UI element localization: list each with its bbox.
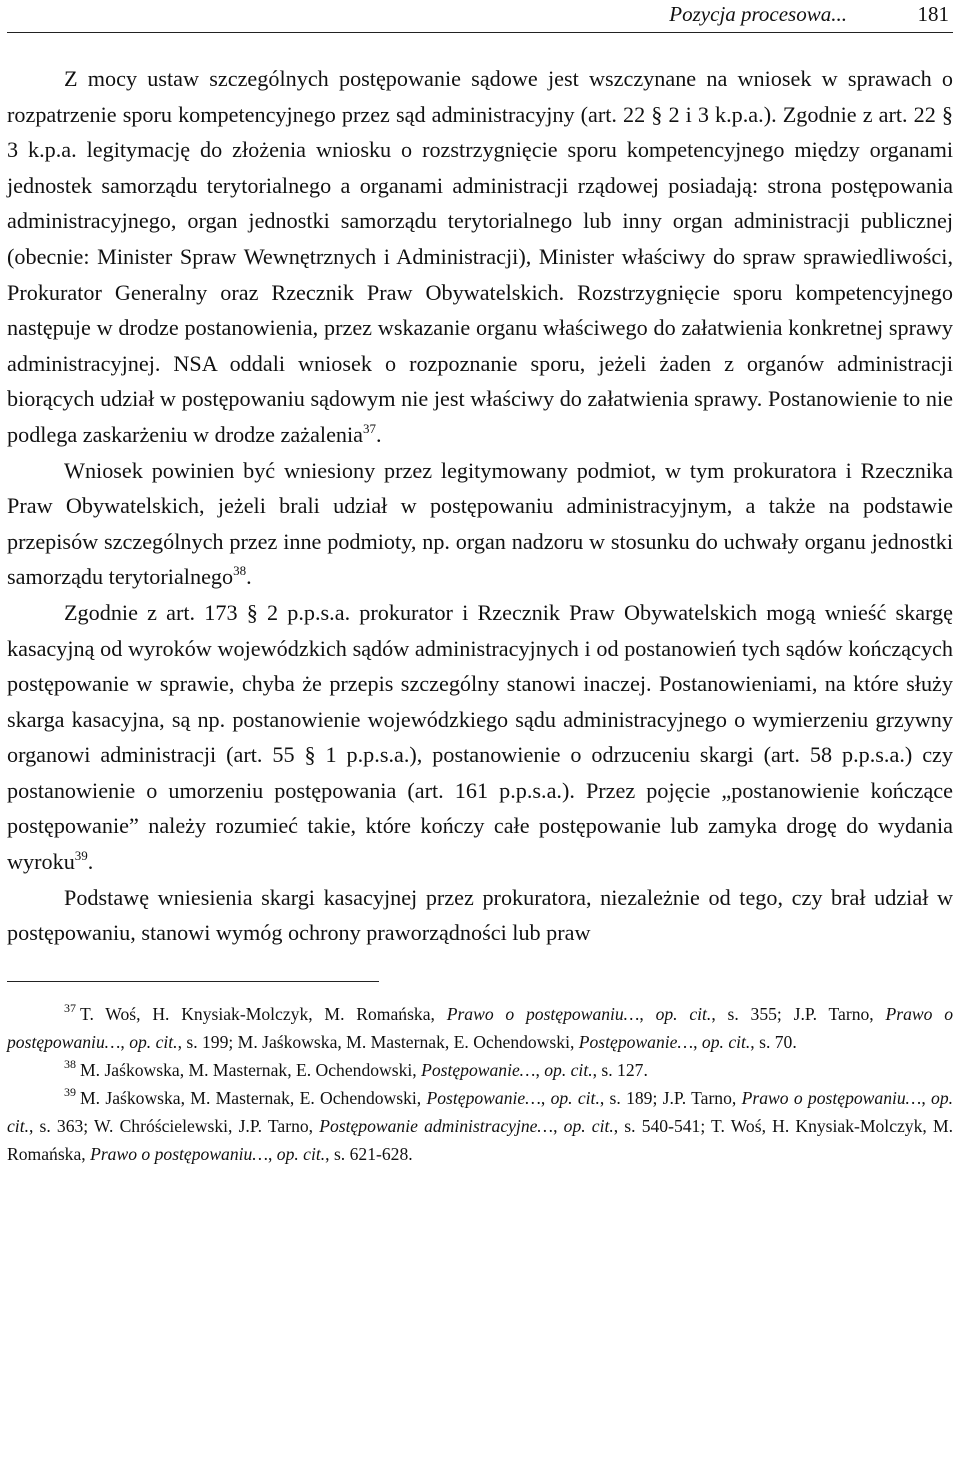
footnote [7,1000,953,1056]
footnote-text: , [693,1031,702,1052]
footnote-text: , [535,1059,545,1080]
footnote-text: , s. 540-541; T. Woś, H. Knysiak-Molczyk, M. Romańska, [7,1115,953,1164]
footnotes [7,1000,953,1168]
footnote-italic-text: Postępowanie… [578,1031,694,1052]
footnote-number: 37 [64,1000,76,1015]
paragraph-text: Wniosek powinien być wniesiony przez legitymowany podmiot, w tym prokuratora i Rzecznika Praw Obywatelskich, jeżeli brali udział w postępowaniu administracyjnym, a także na podstawie przepisów szczególnych przez inne podmioty, np. organ nadzoru w stosunku do uchwały organu jednostki samorządu terytorialnego [7,457,953,590]
footnote-separator [7,981,379,982]
paragraph [7,595,953,880]
running-title: Pozycja procesowa... [669,2,847,26]
paragraph [7,61,953,453]
footnote-text: M. Jaśkowska, M. Masternak, E. Ochendowski, [80,1059,422,1080]
footnote-italic-text: Prawo o postępowaniu… [90,1143,268,1164]
footnote-text: T. Woś, H. Knysiak-Molczyk, M. Romańska, [80,1003,447,1024]
footnote-text: , [639,1003,656,1024]
paragraph [7,453,953,595]
footnote-italic-text: op. cit. [550,1087,600,1108]
paragraph-text: Podstawę wniesienia skargi kasacyjnej przez prokuratora, niezależnie od tego, czy brał udział w postępowaniu, stanowi wymóg ochrony praworządności lub praw [7,884,953,946]
paragraph-text: Zgodnie z art. 173 § 2 p.p.s.a. prokurator i Rzecznik Praw Obywatelskich mogą wnieść skargę kasacyjną od wyroków wojewódzkich sądów administracyjnych i od postanowień tych sądów kończących postępowanie w sprawie, chyba że przepis szczególny stanowi inaczej. Postanowieniami, na które służy skarga kasacyjna, są np. postanowienie wojewódzkiego sądu administracyjnego o wymierzeniu grzywny organowi administracji (art. 55 § 1 p.p.s.a.), postanowienie o odrzuceniu skargi (art. 58 p.p.s.a.) czy postanowienie o umorzeniu postępowania (art. 161 p.p.s.a.). Przez pojęcie „postanowienie kończące postępowanie” należy rozumieć takie, które kończy całe postępowanie lub zamyka drogę do wydania wyroku [7,599,953,875]
footnote-italic-text: Prawo o postępowaniu… [446,1003,640,1024]
footnote-italic-text: Postępowanie administracyjne… [319,1115,554,1136]
paragraph-tail: . [376,421,382,447]
footnote-text: , s. 189; J.P. Tarno, [599,1087,742,1108]
footnote-text: M. Jaśkowska, M. Masternak, E. Ochendowski, [80,1087,427,1108]
paragraph [7,880,953,951]
footnote-italic-text: Postępowanie… [426,1087,541,1108]
footnote-text: , s. 127. [592,1059,648,1080]
footnote-italic-text: Prawo o postępowaniu… [741,1087,922,1108]
footnote-text: , [120,1031,130,1052]
footnote-text: , s. 621-628. [325,1143,413,1164]
footnote-text: , s. 199; M. Jaśkowska, M. Masternak, E. Ochendowski, [177,1031,579,1052]
footnote-italic-text: op. cit. [276,1143,326,1164]
document-page [7,0,953,1460]
page-number: 181 [917,2,949,26]
footnote [7,1084,953,1168]
footnote-ref[interactable]: 38 [233,563,247,579]
paragraph-text: Z mocy ustaw szczególnych postępowanie sądowe jest wszczynane na wniosek w sprawach o rozpatrzenie sporu kompetencyjnego przez sąd administracyjny (art. 22 § 2 i 3 k.p.a.). Zgodnie z art. 22 § 3 k.p.a. legitymację do złożenia wniosku o rozstrzygnięcie sporu kompetencyjnego między organami jednostek samorządu terytorialnego a organami administracji rządowej posiadają: strona postępowania administracyjnego, organ jednostki samorządu terytorialnego lub inny organ administracji publicznej (obecnie: Minister Spraw Wewnętrznych i Administracji), Minister właściwy do spraw sprawiedliwości, Prokurator Generalny oraz Rzecznik Praw Obywatelskich. Rozstrzygnięcie sporu kompetencyjnego następuje w drodze postanowienia, przez wskazanie organu właściwego do załatwienia konkretnej sprawy administracyjnej. NSA oddali wniosek o rozpoznanie sporu, jeżeli żaden z organów administracji biorących udział w postępowaniu sądowym nie jest właściwy do załatwienia sprawy. Postanowienie to nie podlega zaskarżeniu w drodze zażalenia [7,66,953,447]
footnote-italic-text: Postępowanie… [421,1059,536,1080]
footnote-ref[interactable]: 37 [363,420,377,436]
footnote-text: , [540,1087,551,1108]
footnote-italic-text: op. cit. [701,1031,751,1052]
footnote [7,1056,953,1084]
footnote-ref[interactable]: 39 [74,848,88,864]
footnote-italic-text: Prawo o postępowaniu… [7,1003,953,1052]
footnote-text: , s. 70. [750,1031,797,1052]
footnote-italic-text: op. cit. [544,1059,593,1080]
footnote-number: 39 [64,1084,76,1099]
footnote-text: , [553,1115,564,1136]
footnote-text: , [921,1087,932,1108]
footnote-text: , [267,1143,277,1164]
running-header [7,0,953,33]
footnote-italic-text: op. cit. [7,1087,954,1136]
footnote-italic-text: op. cit. [563,1115,614,1136]
footnote-text: , s. 355; J.P. Tarno, [711,1003,886,1024]
paragraph-tail: . [246,564,252,590]
footnote-number: 38 [64,1056,76,1071]
footnote-italic-text: op. cit. [129,1031,178,1052]
footnote-text: , s. 363; W. Chróścielewski, J.P. Tarno, [28,1115,320,1136]
body-text [7,61,953,951]
paragraph-tail: . [87,849,94,875]
footnote-italic-text: op. cit. [655,1003,712,1024]
